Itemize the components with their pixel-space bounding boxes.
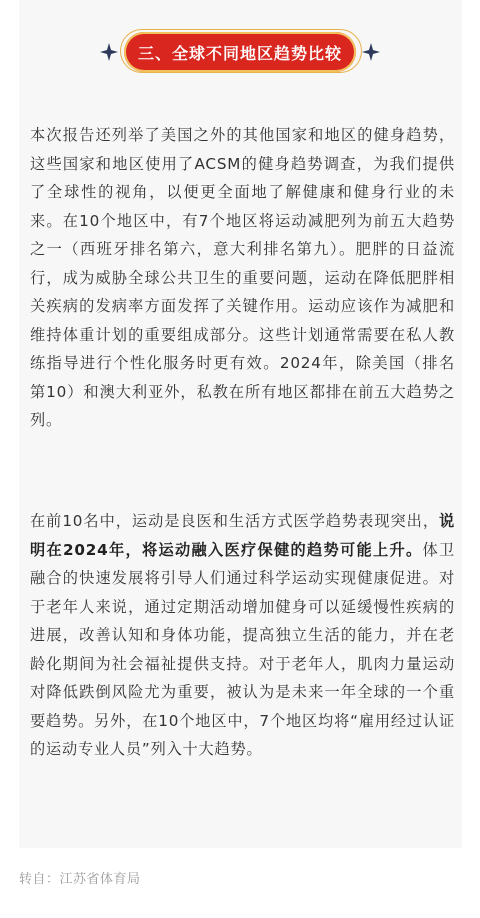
paragraph-rest-text: 体卫融合的快速发展将引导人们通过科学运动实现健康促进。对于老年人来说，通过定期活动增加健身可以延缓慢性疾病的进展，改善认知和身体功能，提高独立生活的能力，并在老龄化期间为社会福祉提供支持。对于老年人，肌肉力量运动对降低跌倒风险尤为重要，被认为是未来一年全球的一个重要趋势。另外，在10个地区中，7个地区均将“雇用经过认证的运动专业人员”列入十大趋势。 [30,540,455,758]
four-point-star-icon [100,43,118,61]
paragraph-global-view: 本次报告还列举了美国之外的其他国家和地区的健身趋势，这些国家和地区使用了ACSM的健身趋势调查，为我们提供了全球性的视角，以便更全面地了解健康和健身行业的未来。在10个地区中，有7个地区将运动减肥列为前五大趋势之一（西班牙排名第六，意大利排名第九）。肥胖的日益流行，成为威胁全球公共卫生的重要问题，运动在降低肥胖相关疾病的发病率方面发挥了关键作用。运动应该作为减肥和维持体重计划的重要组成部分。这些计划通常需要在私人教练指导进行个性化服务时更有效。2024年，除美国（排名第10）和澳大利亚外，私教在所有地区都排在前五大趋势之列。 [30,126,455,429]
section-title-badge [124,32,356,72]
section-title: 三、全球不同地区趋势比较 [137,43,342,63]
section-header [100,27,380,75]
paragraph-bold-highlight: 说明在2024年，将运动融入医疗保健的趋势可能上升。 [30,512,455,559]
paragraph-lead-text: 在前10名中，运动是良医和生活方式医学趋势表现突出， [30,512,439,530]
paragraph-exercise-medicine [30,507,455,764]
source-credit: 转自：江苏省体育局 [19,872,141,887]
four-point-star-icon [362,43,380,61]
